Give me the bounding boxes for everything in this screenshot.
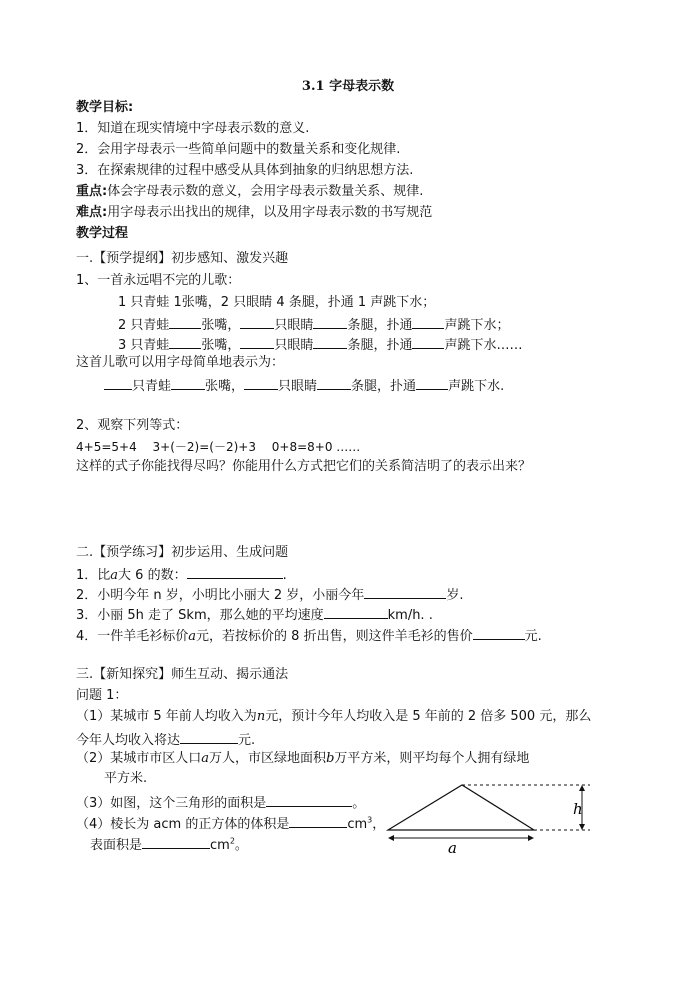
unit-exponent: 3	[367, 815, 373, 825]
exercise-text: 大 6 的数：	[118, 568, 187, 583]
problem-text: 万人，市区绿地面积	[209, 751, 327, 766]
problem-4-line2	[90, 834, 248, 855]
answer-blank[interactable]	[364, 584, 446, 599]
variable: a	[201, 751, 210, 766]
problem-1-line2	[76, 729, 255, 750]
difficulty-point	[76, 204, 432, 222]
base-arrow-head-right	[528, 835, 534, 841]
variable: a	[188, 629, 197, 644]
goal-item: 3．在探索规律的过程中感受从具体到抽象的归纳思想方法.	[76, 163, 414, 178]
exercise-text: 元.	[524, 629, 542, 644]
height-arrow-head-top	[579, 785, 585, 791]
exercise-text: 3．小丽 5h 走了 Skm，那么她的平均速度	[76, 608, 324, 623]
goals-heading: 教学目标:	[76, 100, 134, 115]
equations: 4+5=5+4 3+(－2)=(－2)+3 0+8=8+0 ……	[76, 440, 361, 454]
answer-blank[interactable]	[266, 792, 352, 807]
answer-blank[interactable]	[180, 729, 238, 744]
height-arrow-head-bottom	[579, 824, 585, 830]
song-text: 声跳下水.	[448, 379, 505, 394]
problem-label: 问题 1：	[76, 688, 128, 703]
problem-text: 万平方米，则平均每个人拥有绿地	[334, 751, 530, 766]
answer-blank[interactable]	[142, 834, 210, 849]
variable: a	[110, 568, 119, 583]
song-text: 张嘴，	[205, 379, 245, 394]
exercise-text: .	[282, 568, 287, 583]
question-2: 2、观察下列等式：	[76, 418, 189, 433]
song-text: 3 只青蛙	[118, 338, 170, 353]
answer-blank[interactable]	[169, 334, 201, 349]
song-text: 声跳下水……	[444, 338, 523, 353]
goal-item: 2．会用字母表示一些简单问题中的数量关系和变化规律.	[76, 142, 401, 157]
process-heading: 教学过程	[76, 226, 129, 241]
answer-blank[interactable]	[244, 375, 278, 390]
problem-text: ，	[372, 817, 386, 832]
song-line-1: 1 只青蛙 1张嘴，2 只眼睛 4 条腿，扑通 1 声跳下水；	[118, 295, 436, 310]
problem-4-line1	[76, 813, 385, 834]
song-text: 声跳下水；	[444, 318, 510, 333]
answer-blank[interactable]	[412, 314, 444, 329]
section2-heading: 二.【预学练习】初步运用、生成问题	[76, 545, 289, 560]
unit-exponent: 2	[229, 836, 235, 846]
exercise-text: 2．小明今年 n 岁，小明比小丽大 2 岁，小丽今年	[76, 588, 365, 603]
problem-2-line1	[76, 750, 529, 768]
exercise-text: 元，若按标价的 8 折出售，则这件羊毛衫的售价	[196, 629, 473, 644]
difficulty-label: 难点:	[76, 205, 108, 220]
section1-heading: 一.【预学提纲】初步感知、激发兴趣	[76, 251, 289, 266]
answer-blank[interactable]	[473, 625, 525, 640]
answer-blank[interactable]	[240, 314, 274, 329]
answer-blank[interactable]	[313, 334, 347, 349]
base-label: a	[448, 839, 457, 855]
triangle-figure	[380, 780, 610, 855]
answer-blank[interactable]	[171, 375, 205, 390]
answer-blank[interactable]	[169, 314, 201, 329]
song-summary: 这首儿歌可以用字母简单地表示为：	[76, 355, 285, 370]
triangle-shape	[388, 785, 534, 830]
problem-text: （2）某城市市区人口	[76, 751, 202, 766]
exercise-4	[76, 625, 542, 646]
title-text: 3.1 字母表示数	[301, 79, 395, 94]
answer-blank[interactable]	[289, 813, 347, 828]
problem-2-line2: 平方米.	[104, 771, 148, 786]
exercise-1	[76, 564, 287, 585]
unit-text: cm	[210, 838, 230, 853]
question-prompt: 这样的式子你能找得尽吗？你能用什么方式把它们的关系简洁明了的表示出来？	[76, 459, 532, 474]
answer-blank[interactable]	[317, 375, 351, 390]
exercise-text: 岁.	[446, 588, 464, 603]
song-text: 条腿，扑通	[347, 338, 413, 353]
song-text: 只眼睛	[274, 318, 314, 333]
problem-text: （3）如图，这个三角形的面积是	[76, 796, 267, 811]
song-text: 2 只青蛙	[118, 318, 170, 333]
page-title	[0, 78, 696, 96]
song-text: 只眼睛	[278, 379, 318, 394]
song-general	[104, 375, 504, 396]
song-text: 张嘴，	[201, 318, 241, 333]
exercise-text: 4．一件羊毛衫标价	[76, 629, 189, 644]
problem-text: （1）某城市 5 年前人均收入为	[76, 709, 257, 724]
base-arrow-head-left	[388, 835, 394, 841]
section3-heading: 三.【新知探究】师生互动、揭示通法	[76, 667, 289, 682]
exercise-text: 1．比	[76, 568, 111, 583]
problem-text: 。	[234, 838, 248, 853]
problem-3	[76, 792, 365, 813]
song-text: 条腿，扑通	[351, 379, 417, 394]
problem-1-line1	[76, 708, 591, 726]
exercise-text: km/h. .	[387, 608, 433, 623]
song-text: 张嘴，	[201, 338, 241, 353]
exercise-2	[76, 584, 463, 605]
difficulty-text: 用字母表示出找出的规律，以及用字母表示数的书写规范	[107, 205, 433, 220]
height-label: h	[573, 800, 583, 818]
variable: n	[256, 709, 266, 724]
answer-blank[interactable]	[104, 375, 132, 390]
goal-item: 1．知道在现实情境中字母表示数的意义.	[76, 121, 310, 136]
exercise-3	[76, 604, 433, 625]
answer-blank[interactable]	[187, 564, 283, 579]
problem-text: 元.	[238, 733, 256, 748]
answer-blank[interactable]	[416, 375, 448, 390]
variable: b	[326, 751, 335, 766]
key-label: 重点:	[76, 184, 108, 199]
song-text: 只眼睛	[274, 338, 314, 353]
unit-text: cm	[347, 817, 368, 832]
song-text: 条腿，扑通	[347, 318, 413, 333]
answer-blank[interactable]	[313, 314, 347, 329]
answer-blank[interactable]	[412, 334, 444, 349]
song-line-3	[118, 334, 522, 355]
problem-text: 。	[352, 796, 366, 811]
answer-blank[interactable]	[324, 604, 388, 619]
song-line-2	[118, 314, 509, 335]
problem-text: 表面积是	[90, 838, 143, 853]
problem-text: 今年人均收入将达	[76, 733, 181, 748]
song-text: 只青蛙	[132, 379, 172, 394]
key-text: 体会字母表示数的意义，会用字母表示数量关系、规律.	[107, 184, 424, 199]
problem-text: （4）棱长为 acm 的正方体的体积是	[76, 817, 290, 832]
key-point	[76, 183, 423, 201]
question-1: 1、一首永远唱不完的儿歌：	[76, 273, 241, 288]
problem-text: 元，预计今年人均收入是 5 年前的 2 倍多 500 元，那么	[265, 709, 592, 724]
answer-blank[interactable]	[240, 334, 274, 349]
